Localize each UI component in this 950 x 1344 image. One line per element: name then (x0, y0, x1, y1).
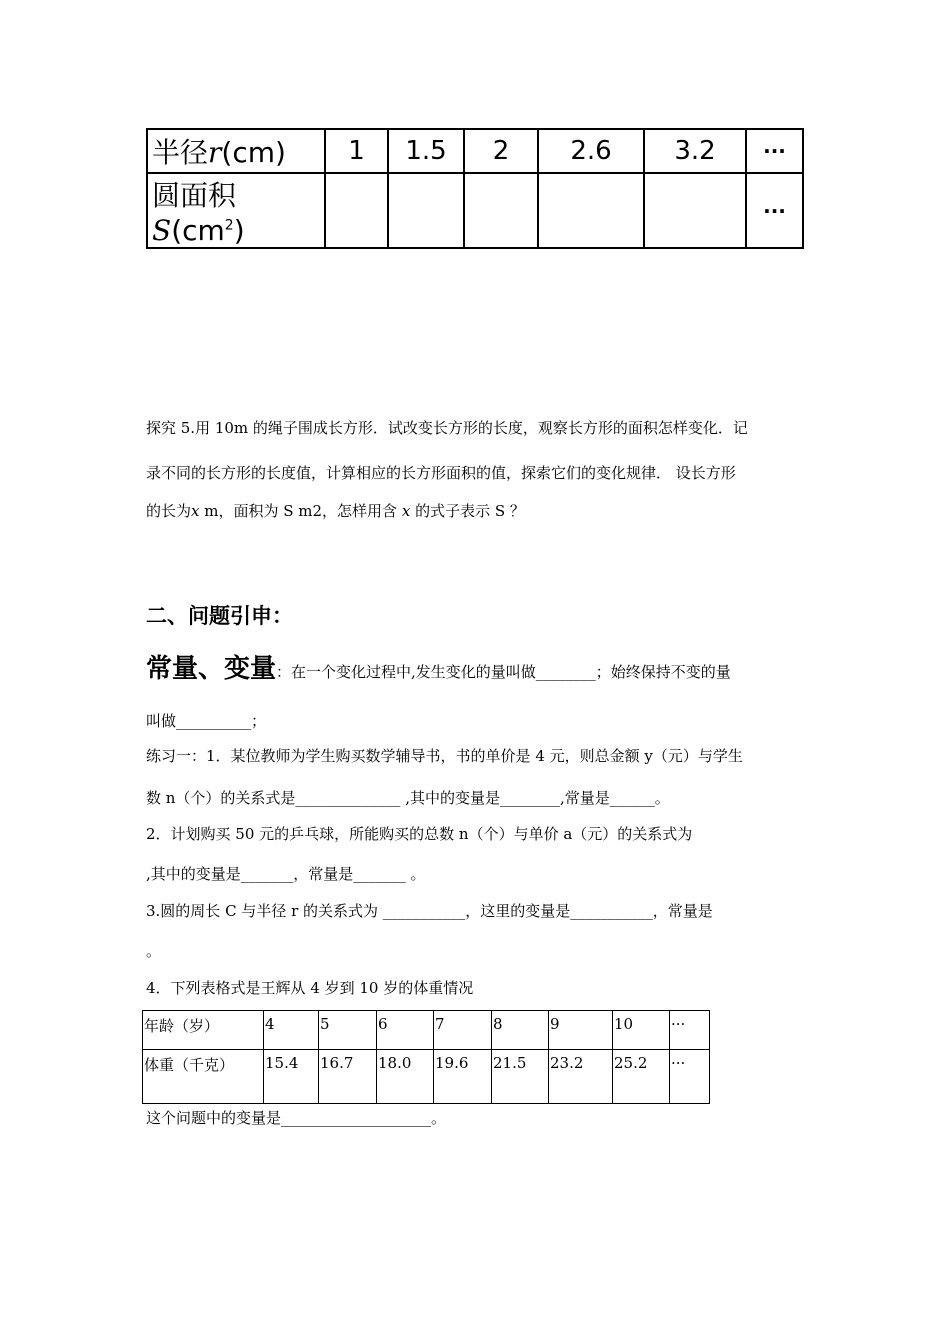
var-x: x (191, 502, 200, 520)
table-row (147, 129, 803, 173)
table-cell: 3.2 (644, 129, 746, 173)
text: m，面积为 S m2，怎样用含 (199, 502, 402, 520)
table-cell: 2.6 (538, 129, 644, 173)
table-cell: 19.6 (434, 1049, 492, 1103)
age-weight-table (142, 1010, 710, 1104)
ellipsis-cell: ··· (746, 173, 803, 248)
table-cell: 10 (613, 1011, 670, 1050)
table-cell: 1.5 (388, 129, 464, 173)
definition-line2: 叫做__________； (146, 712, 267, 730)
header-sup: 2 (224, 217, 234, 234)
table-row (147, 173, 803, 248)
table-cell: 1 (325, 129, 388, 173)
exercise1-line1: 练习一：1．某位教师为学生购买数学辅导书，书的单价是 4 元，则总金额 y（元）与学生 (146, 747, 743, 765)
explore5-line3 (146, 501, 525, 521)
text: 的式子表示 S ？ (410, 502, 525, 520)
table-cell: 21.5 (492, 1049, 549, 1103)
table-cell: 4 (264, 1011, 319, 1050)
table-cell: 23.2 (549, 1049, 613, 1103)
table-cell: 年龄（岁） (143, 1011, 264, 1050)
table-cell: 16.7 (319, 1049, 377, 1103)
header-var: S (152, 214, 172, 247)
header-close: ) (233, 214, 245, 247)
radius-header (147, 129, 325, 173)
explore5-line2: 录不同的长方形的长度值，计算相应的长方形面积的值，探索它们的变化规律． 设长方形 (146, 464, 736, 482)
exercise3-line2: 。 (146, 942, 162, 960)
header-unit: (cm (171, 214, 225, 247)
term-constant-variable: 常量、变量 (146, 654, 277, 684)
table-row (143, 1011, 710, 1050)
exercise2-line1: 2．计划购买 50 元的乒乓球，所能购买的总数 n（个）与单价 a（元）的关系式为 (146, 825, 693, 843)
ellipsis-cell: ··· (746, 129, 803, 173)
area-header (147, 173, 325, 248)
exercise3-line1: 3.圆的周长 C 与半径 r 的关系式为 ___________，这里的变量是___________，常量是 (146, 902, 713, 920)
exercise4-title: 4．下列表格式是王辉从 4 岁到 10 岁的体重情况 (146, 979, 474, 997)
header-text: 半径 (152, 136, 209, 169)
table-cell: ··· (670, 1049, 710, 1103)
table-cell: ··· (670, 1011, 710, 1050)
text: 的长为 (146, 502, 192, 520)
table-cell: 25.2 (613, 1049, 670, 1103)
table-cell (644, 173, 746, 248)
table-cell: 15.4 (264, 1049, 319, 1103)
table-cell (388, 173, 464, 248)
header-text: 圆面积 (152, 179, 237, 212)
exercise4-answer: 这个问题中的变量是____________________。 (146, 1109, 447, 1127)
table-row (143, 1049, 710, 1103)
table-cell: 5 (319, 1011, 377, 1050)
radius-area-table (146, 128, 804, 249)
table-cell (538, 173, 644, 248)
section-heading: 二、问题引申： (146, 604, 293, 628)
table-cell: 7 (434, 1011, 492, 1050)
table-cell: 18.0 (377, 1049, 434, 1103)
table-cell: 体重（千克） (143, 1049, 264, 1103)
table-cell: 9 (549, 1011, 613, 1050)
header-unit: (cm) (221, 136, 286, 169)
exercise2-line2: ,其中的变量是_______，常量是_______ 。 (146, 865, 426, 883)
definition-text: ：在一个变化过程中,发生变化的量叫做________；始终保持不变的量 (276, 663, 731, 681)
exercise1-line2: 数 n（个）的关系式是______________ ,其中的变量是________,常量是______。 (146, 789, 670, 807)
table-cell: 2 (464, 129, 538, 173)
definition-line1 (146, 652, 731, 689)
table-cell (325, 173, 388, 248)
var-x: x (401, 502, 411, 520)
table-cell: 6 (377, 1011, 434, 1050)
explore5-line1: 探究 5.用 10m 的绳子围成长方形．试改变长方形的长度，观察长方形的面积怎样变化．记 (146, 419, 748, 437)
table-cell: 8 (492, 1011, 549, 1050)
table-cell (464, 173, 538, 248)
header-var: r (208, 136, 222, 169)
